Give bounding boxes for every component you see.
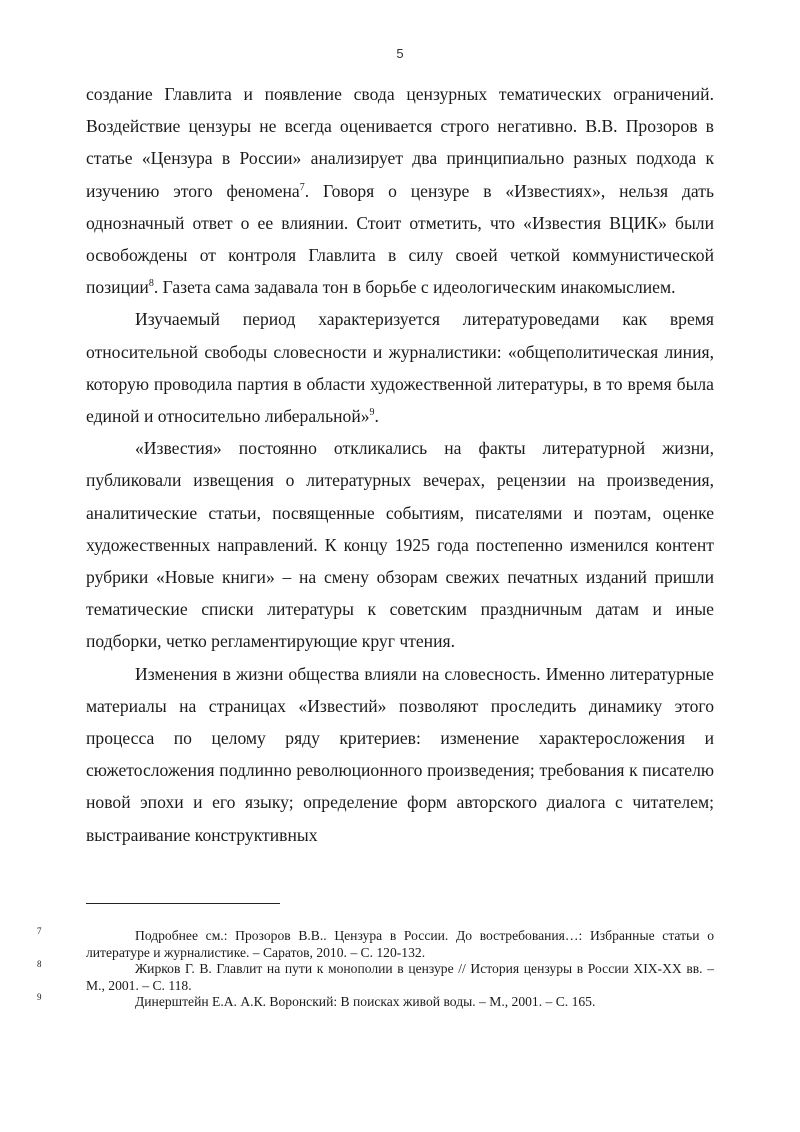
footnote-text-7: Подробнее см.: Прозоров В.В.. Цензура в России. До востребования…: Избранные статьи о литературе и журналистике. – Саратов, 2010. – С. 120-132. <box>86 928 714 960</box>
footnote-ref-7[interactable]: 7 <box>299 181 305 193</box>
paragraph-1-text-b: . Говоря о цензуре в «Известиях», нельзя дать однозначный ответ о ее влиянии. Стоит отметить, что «Известия ВЦИК» были освобождены от контроля Главлита в силу своей четкой коммунистической позиции <box>86 180 714 298</box>
footnote-mark-9: 9 <box>37 992 42 1003</box>
paragraph-3-text: «Известия» постоянно откликались на факты литературной жизни, публиковали извещения о литературных вечерах, рецензии на произведения, аналитические статьи, посвященные событиям, писателями и поэтам, оценке художественных направлений. К концу 1925 года постепенно изменился контент рубрики «Новые книги» – на смену обзорам свежих печатных изданий пришли тематические списки литературы к советским праздничным датам и иные подборки, четко регламентирующие круг чтения. <box>86 438 714 652</box>
paragraph-1-text-a: создание Главлита и появление свода цензурных тематических ограничений. Воздействие цензуры не всегда оценивается строго негативно. В.В. Прозоров в статье «Цензура в России» анализирует два принципиально разных подхода к изучению этого феномена <box>86 84 714 201</box>
paragraph-1 <box>86 78 714 303</box>
footnote-text-8: Жирков Г. В. Главлит на пути к монополии в цензуре // История цензуры в России XIX-XX вв. – М., 2001. – С. 118. <box>86 961 714 993</box>
footnote-9 <box>37 992 714 1011</box>
page-number: 5 <box>396 46 404 61</box>
footnote-ref-9[interactable]: 9 <box>369 407 375 419</box>
paragraph-2-text-a: Изучаемый период характеризуется литературоведами как время относительной свободы словесности и журналистики: «общеполитическая линия, которую проводила партия в области художественной литературы, в то время была единой и относительно либеральной» <box>86 309 714 427</box>
footnote-7 <box>37 926 714 961</box>
paragraph-2-text-b: . <box>374 406 379 427</box>
paragraph-4-text: Изменения в жизни общества влияли на словесность. Именно литературные материалы на страницах «Известий» позволяют проследить динамику этого процесса по целому ряду критериев: изменение характеросложения и сюжетосложения подлинно революционного произведения; требования к писателю новой эпохи и его языку; определение форм авторского диалога с читателем; выстраивание конструктивных <box>86 663 714 845</box>
footnotes <box>37 926 714 1011</box>
paragraph-1-text-c: . Газета сама задавала тон в борьбе с идеологическим инакомыслием. <box>153 277 676 298</box>
footnote-text-9: Динерштейн Е.А. А.К. Воронский: В поисках живой воды. – М., 2001. – С. 165. <box>135 994 596 1010</box>
footnote-separator <box>86 903 280 904</box>
body-text <box>86 78 714 851</box>
footnote-8 <box>37 959 714 994</box>
paragraph-4 <box>86 658 714 851</box>
footnote-mark-7: 7 <box>37 926 42 936</box>
paragraph-2 <box>86 303 714 432</box>
footnote-mark-8: 8 <box>37 959 42 970</box>
paragraph-3 <box>86 432 714 657</box>
footnote-ref-8[interactable]: 8 <box>148 278 154 290</box>
